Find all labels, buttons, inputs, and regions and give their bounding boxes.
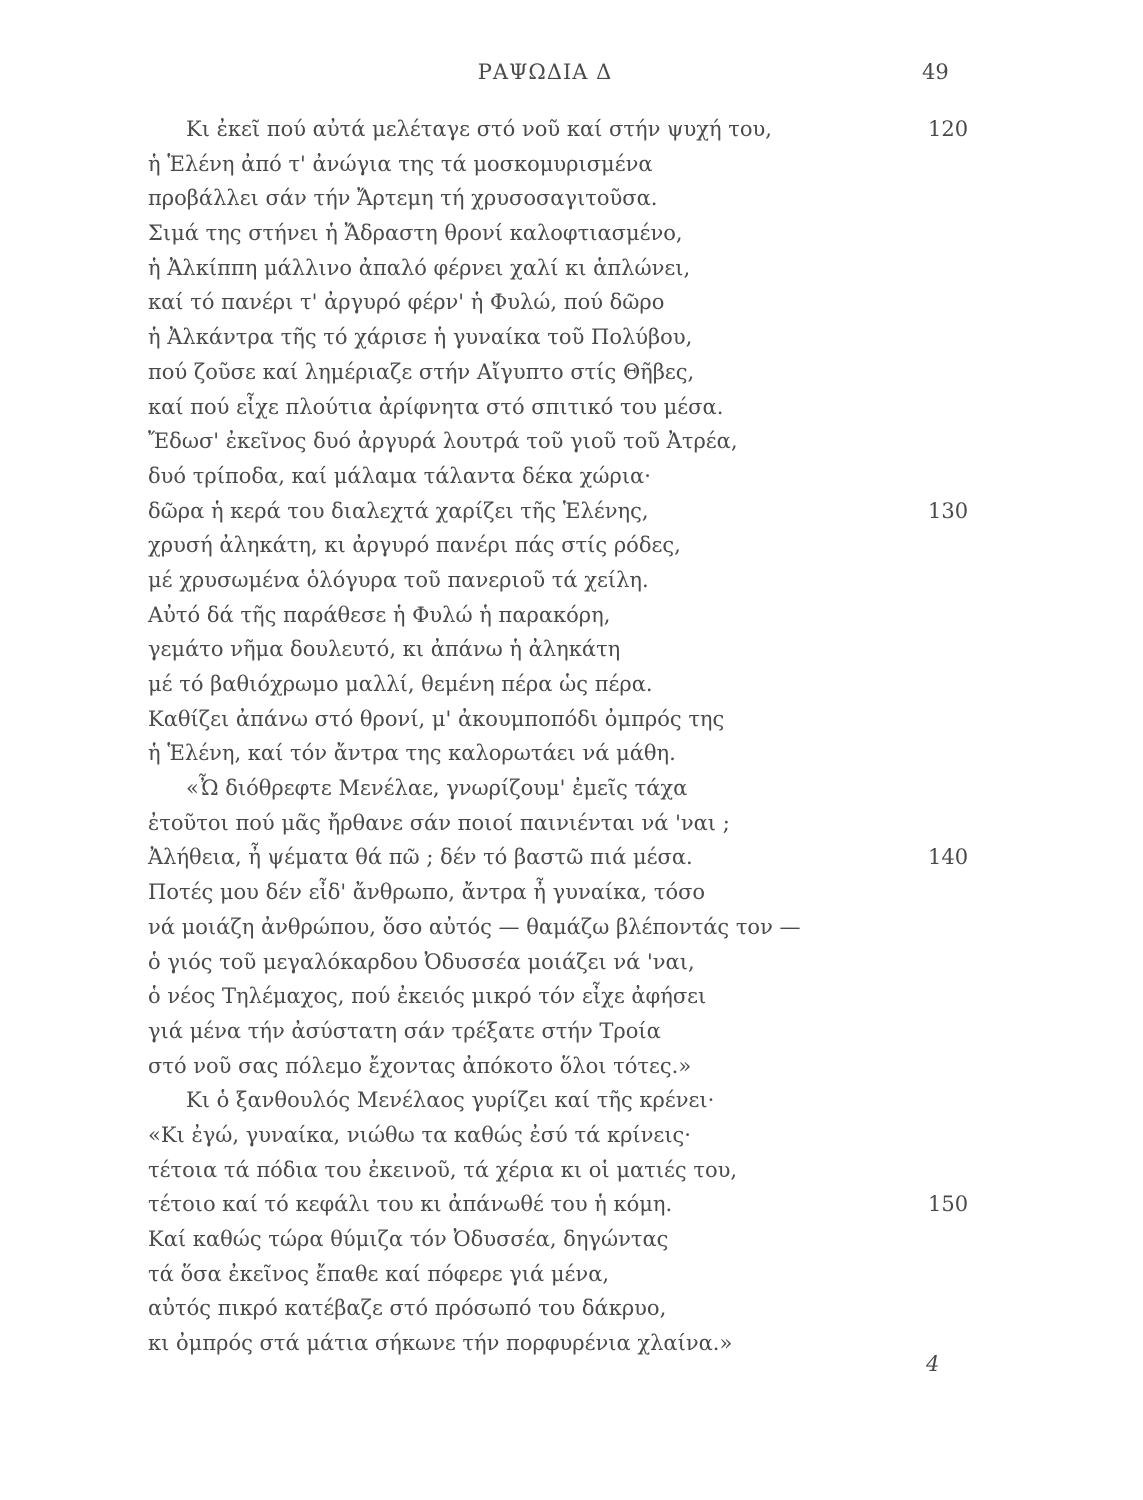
verse-text: ἡ Ἀλκίππη μάλλινο ἀπαλό φέρνει χαλί κι ἁπλώνει, xyxy=(148,255,691,280)
verse-text: Κι ὁ ξανθουλός Μενέλαος γυρίζει καί τῆς κρένει· xyxy=(186,1088,715,1113)
line-number: 120 xyxy=(928,117,969,141)
verse-line xyxy=(0,1014,1143,1049)
verse-line xyxy=(0,285,1143,320)
verse-text: στό νοῦ σας πόλεμο ἔχοντας ἀπόκοτο ὅλοι τότες.» xyxy=(148,1053,692,1078)
verse-text: κι ὀμπρός στά μάτια σήκωνε τήν πορφυρένια χλαίνα.» xyxy=(148,1331,733,1356)
verse-line xyxy=(0,459,1143,494)
verse-text: «Ὦ διόθρεφτε Μενέλαε, γνωρίζουμ' ἐμεῖς τάχα xyxy=(186,776,688,801)
verse-line xyxy=(0,1153,1143,1188)
verse-line xyxy=(0,216,1143,251)
line-number: 150 xyxy=(928,1192,969,1217)
verse-text: ἐτοῦτοι πού μᾶς ἤρθανε σάν ποιοί παινιένται νά 'ναι ; xyxy=(148,810,730,835)
verse-line xyxy=(0,875,1143,910)
verse-line xyxy=(0,563,1143,598)
verse-text: νά μοιάζη ἀνθρώπου, ὅσο αὐτός — θαμάζω βλέποντάς τον — xyxy=(148,914,801,939)
verse-line xyxy=(0,1049,1143,1084)
verse-line xyxy=(0,979,1143,1014)
verse-line xyxy=(0,181,1143,216)
verse-line xyxy=(0,702,1143,737)
verse-line xyxy=(0,806,1143,841)
verse-text: ὁ νέος Τηλέμαχος, πού ἐκειός μικρό τόν εἶχε ἀφήσει xyxy=(148,984,707,1009)
verse-line xyxy=(0,390,1143,425)
verse-line xyxy=(0,945,1143,980)
verse-text: Καί καθώς τώρα θύμιζα τόν Ὀδυσσέα, δηγώντας xyxy=(148,1227,669,1251)
verse-text: χρυσή ἀληκάτη, κι ἀργυρό πανέρι πάς στίς ρόδες, xyxy=(148,533,681,558)
verse-text: πού ζοῦσε καί λημέριαζε στήν Αἴγυπτο στίς Θῆβες, xyxy=(148,359,695,384)
verse-line xyxy=(0,910,1143,945)
verse-line xyxy=(0,528,1143,563)
signature-mark: 4 xyxy=(926,1352,940,1376)
verse-text: δυό τρίποδα, καί μάλαμα τάλαντα δέκα χώρια· xyxy=(148,463,651,488)
verse-line xyxy=(0,147,1143,182)
verse-line xyxy=(0,1257,1143,1292)
verse-text: τέτοια τά πόδια του ἐκεινοῦ, τά χέρια κι οἱ ματιές του, xyxy=(148,1157,738,1182)
verse-line xyxy=(0,771,1143,806)
verse-text: Ποτές μου δέν εἶδ' ἄνθρωπο, ἄντρα ἦ γυναίκα, τόσο xyxy=(148,880,706,905)
verse-text: μέ τό βαθιόχρωμο μαλλί, θεμένη πέρα ὡς πέρα. xyxy=(148,672,653,696)
verse-text: Σιμά της στήνει ἡ Ἄδραστη θρονί καλοφτιασμένο, xyxy=(148,221,683,246)
verse-text: προβάλλει σάν τήν Ἄρτεμη τή χρυσοσαγιτοῦσα. xyxy=(148,186,658,211)
verse-line xyxy=(0,494,1143,529)
verse-text: ὁ γιός τοῦ μεγαλόκαρδου Ὀδυσσέα μοιάζει νά 'ναι, xyxy=(148,949,695,974)
verse-text: Καθίζει ἀπάνω στό θρονί, μ' ἀκουμποπόδι ὀμπρός της xyxy=(148,706,725,731)
verse-text: Αὐτό δά τῆς παράθεσε ἡ Φυλώ ἡ παρακόρη, xyxy=(148,602,611,627)
verse-line xyxy=(0,598,1143,633)
verse-line xyxy=(0,840,1143,875)
verse-line xyxy=(0,1187,1143,1222)
verse-text: «Κι ἐγώ, γυναίκα, νιώθω τα καθώς ἐσύ τά κρίνεις· xyxy=(148,1122,691,1147)
verse-line xyxy=(0,1326,1143,1361)
verse-line xyxy=(0,320,1143,355)
verse-line xyxy=(0,355,1143,390)
verse-line xyxy=(0,667,1143,702)
verse-text: δῶρα ἡ κερά του διαλεχτά χαρίζει τῆς Ἑλένης, xyxy=(148,498,649,523)
verse-text: γεμάτο νῆμα δουλευτό, κι ἀπάνω ἡ ἀληκάτη xyxy=(148,637,621,662)
verse-text: ἡ Ἀλκάντρα τῆς τό χάρισε ἡ γυναίκα τοῦ Πολύβου, xyxy=(148,325,693,350)
verse-text: αὐτός πικρό κατέβαζε στό πρόσωπό του δάκρυο, xyxy=(148,1296,667,1321)
verse-line xyxy=(0,1222,1143,1257)
verse-text: μέ χρυσωμένα ὁλόγυρα τοῦ πανεριοῦ τά χείλη. xyxy=(148,567,649,592)
verse-text: Ἀλήθεια, ἦ ψέματα θά πῶ ; δέν τό βαστῶ πιά μέσα. xyxy=(148,845,693,870)
verse-line xyxy=(0,112,1143,147)
verse-text: ἡ Ἑλένη ἀπό τ' ἀνώγια της τά μοσκομυρισμένα xyxy=(148,151,653,176)
verse-line xyxy=(0,632,1143,667)
verse-line xyxy=(0,1118,1143,1153)
page-number: 49 xyxy=(922,60,949,84)
verse-text: τέτοιο καί τό κεφάλι του κι ἀπάνωθέ του ἡ κόμη. xyxy=(148,1192,673,1217)
verse-line xyxy=(0,1083,1143,1118)
verse-line xyxy=(0,736,1143,771)
page-title: ΡΑΨΩΔΙΑ Δ xyxy=(477,60,613,84)
verse-line xyxy=(0,251,1143,286)
verse-line xyxy=(0,1291,1143,1326)
verse-text: καί τό πανέρι τ' ἀργυρό φέρν' ἡ Φυλώ, πού δῶρο xyxy=(148,290,665,315)
verse-text: καί πού εἶχε πλούτια ἀρίφνητα στό σπιτικό του μέσα. xyxy=(148,394,724,419)
verse-block xyxy=(0,112,1143,1361)
verse-text: ἡ Ἑλένη, καί τόν ἄντρα της καλορωτάει νά μάθη. xyxy=(148,741,676,766)
verse-line xyxy=(0,424,1143,459)
verse-text: Κι ἐκεῖ πού αὐτά μελέταγε στό νοῦ καί στήν ψυχή του, xyxy=(186,117,772,141)
verse-text: γιά μένα τήν ἀσύστατη σάν τρέξατε στήν Τροία xyxy=(148,1018,661,1043)
line-number: 130 xyxy=(928,498,969,523)
line-number: 140 xyxy=(928,845,969,870)
verse-text: Ἔδωσ' ἐκεῖνος δυό ἀργυρά λουτρά τοῦ γιοῦ τοῦ Ἀτρέα, xyxy=(148,429,738,454)
verse-text: τά ὅσα ἐκεῖνος ἔπαθε καί πόφερε γιά μένα, xyxy=(148,1261,610,1286)
